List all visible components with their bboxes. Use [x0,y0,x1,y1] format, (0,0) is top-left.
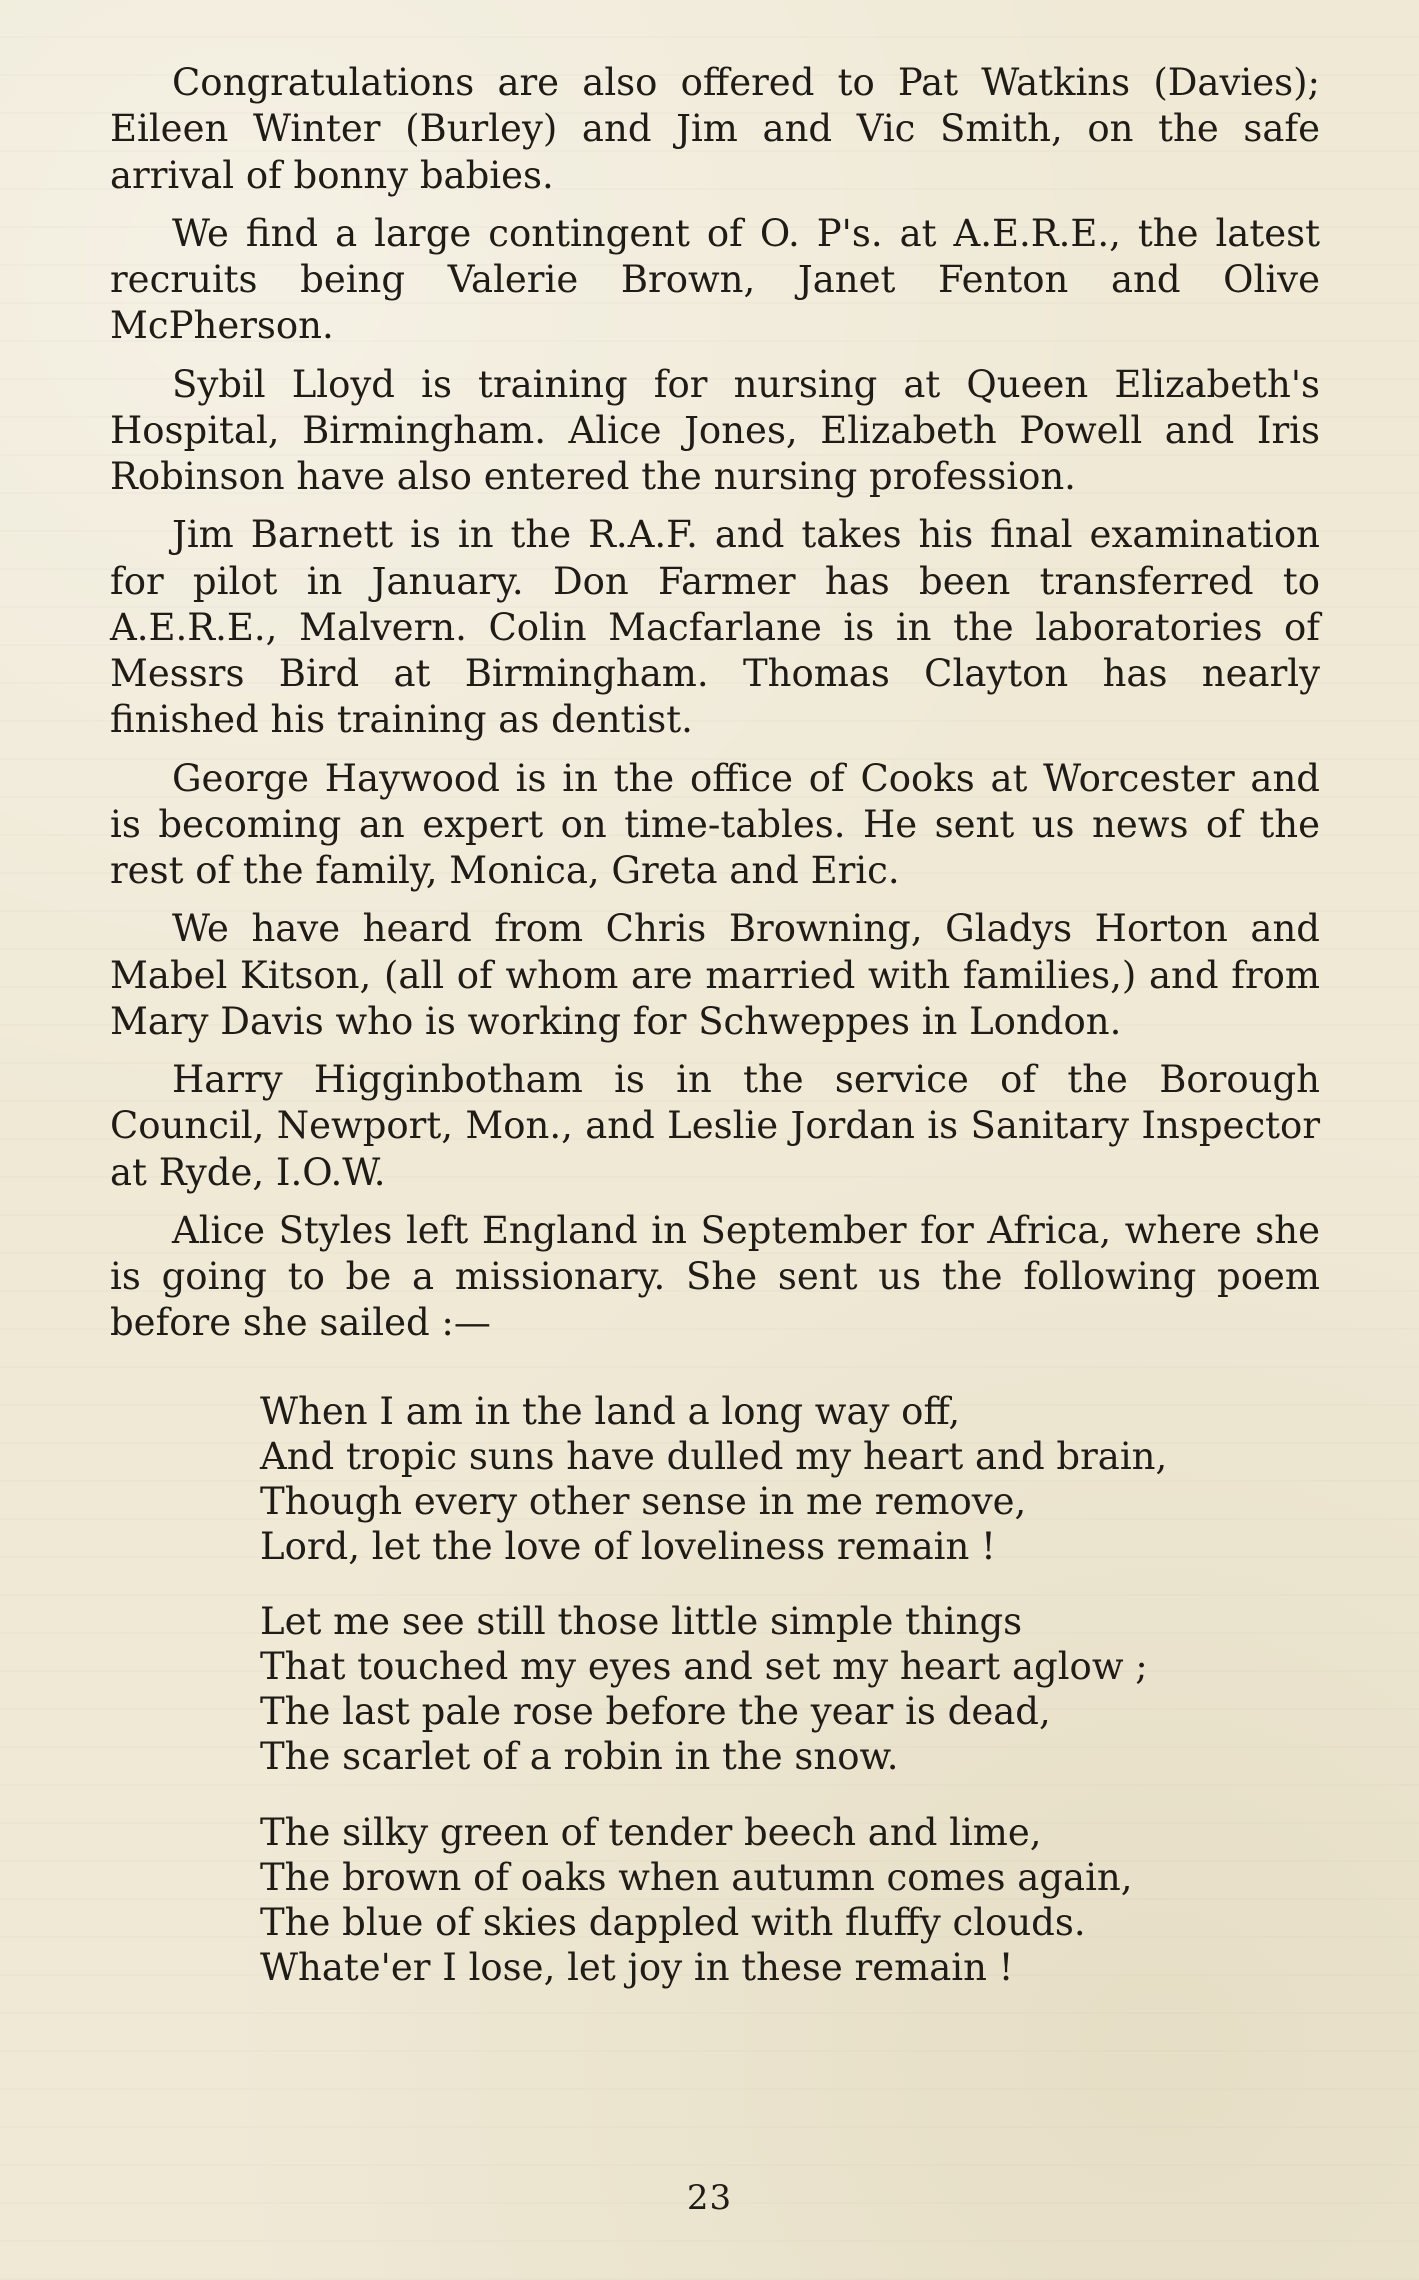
poem-line: Lord, let the love of loveliness remain ! [260,1524,996,1568]
poem-line: The brown of oaks when autumn comes again, [260,1855,1133,1899]
poem-line: That touched my eyes and set my heart aglow ; [260,1645,1148,1689]
page-content [110,60,1320,2020]
poem-line: The blue of skies dappled with fluffy clouds. [260,1900,1086,1944]
poem-line: The last pale rose before the year is dead, [260,1690,1051,1734]
paragraph-raf-and-careers: Jim Barnett is in the R.A.F. and takes his final examination for pilot in January. Don Farmer has been transferred to A.E.R.E., Malvern. Colin Macfarlane is in the laboratories of Messrs Bird at Birmingham. Thomas Clayton has nearly finished his training as dentist. [110,513,1320,742]
poem-line: When I am in the land a long way off, [260,1389,961,1433]
poem-line: The silky green of tender beech and lime, [260,1810,1042,1854]
paragraph-congratulations: Congratulations are also offered to Pat Watkins (Davies); Eileen Winter (Burley) and Jim and Vic Smith, on the safe arrival of bonny babies. [110,61,1320,197]
poem-line: Though every other sense in me remove, [260,1479,1027,1523]
paragraph-aere-contingent: We find a large contingent of O. P's. at A.E.R.E., the latest recruits being Valerie Brown, Janet Fenton and Olive McPherson. [110,211,1320,348]
paragraph-borough-council: Harry Higginbotham is in the service of the Borough Council, Newport, Mon., and Leslie Jordan is Sanitary Inspector at Ryde, I.O.W. [110,1058,1320,1194]
poem-line: The scarlet of a robin in the snow. [260,1735,899,1779]
paragraph-heard-from: We have heard from Chris Browning, Gladys Horton and Mabel Kitson, (all of whom are married with families,) and from Mary Davis who is working for Schweppes in London. [110,907,1320,1043]
poem-line: And tropic suns have dulled my heart and brain, [260,1434,1168,1478]
page-number: 23 [686,2178,733,2218]
poem-stanza [260,1810,1320,1991]
paragraph-cooks-worcester: George Haywood is in the office of Cooks at Worcester and is becoming an expert on time-tables. He sent us news of the rest of the family, Monica, Greta and Eric. [110,756,1320,892]
paragraph-nursing: Sybil Lloyd is training for nursing at Queen Elizabeth's Hospital, Birmingham. Alice Jones, Elizabeth Powell and Iris Robinson have also entered the nursing profession. [110,362,1320,498]
poem-line: Whate'er I lose, let joy in these remain ! [260,1945,1014,1989]
poem [260,1389,1320,1991]
paragraph-missionary: Alice Styles left England in September for Africa, where she is going to be a missionary. She sent us the following poem before she sailed :— [110,1208,1320,1345]
poem-stanza [260,1599,1320,1780]
poem-line: Let me see still those little simple things [260,1600,1023,1643]
poem-stanza [260,1389,1320,1570]
